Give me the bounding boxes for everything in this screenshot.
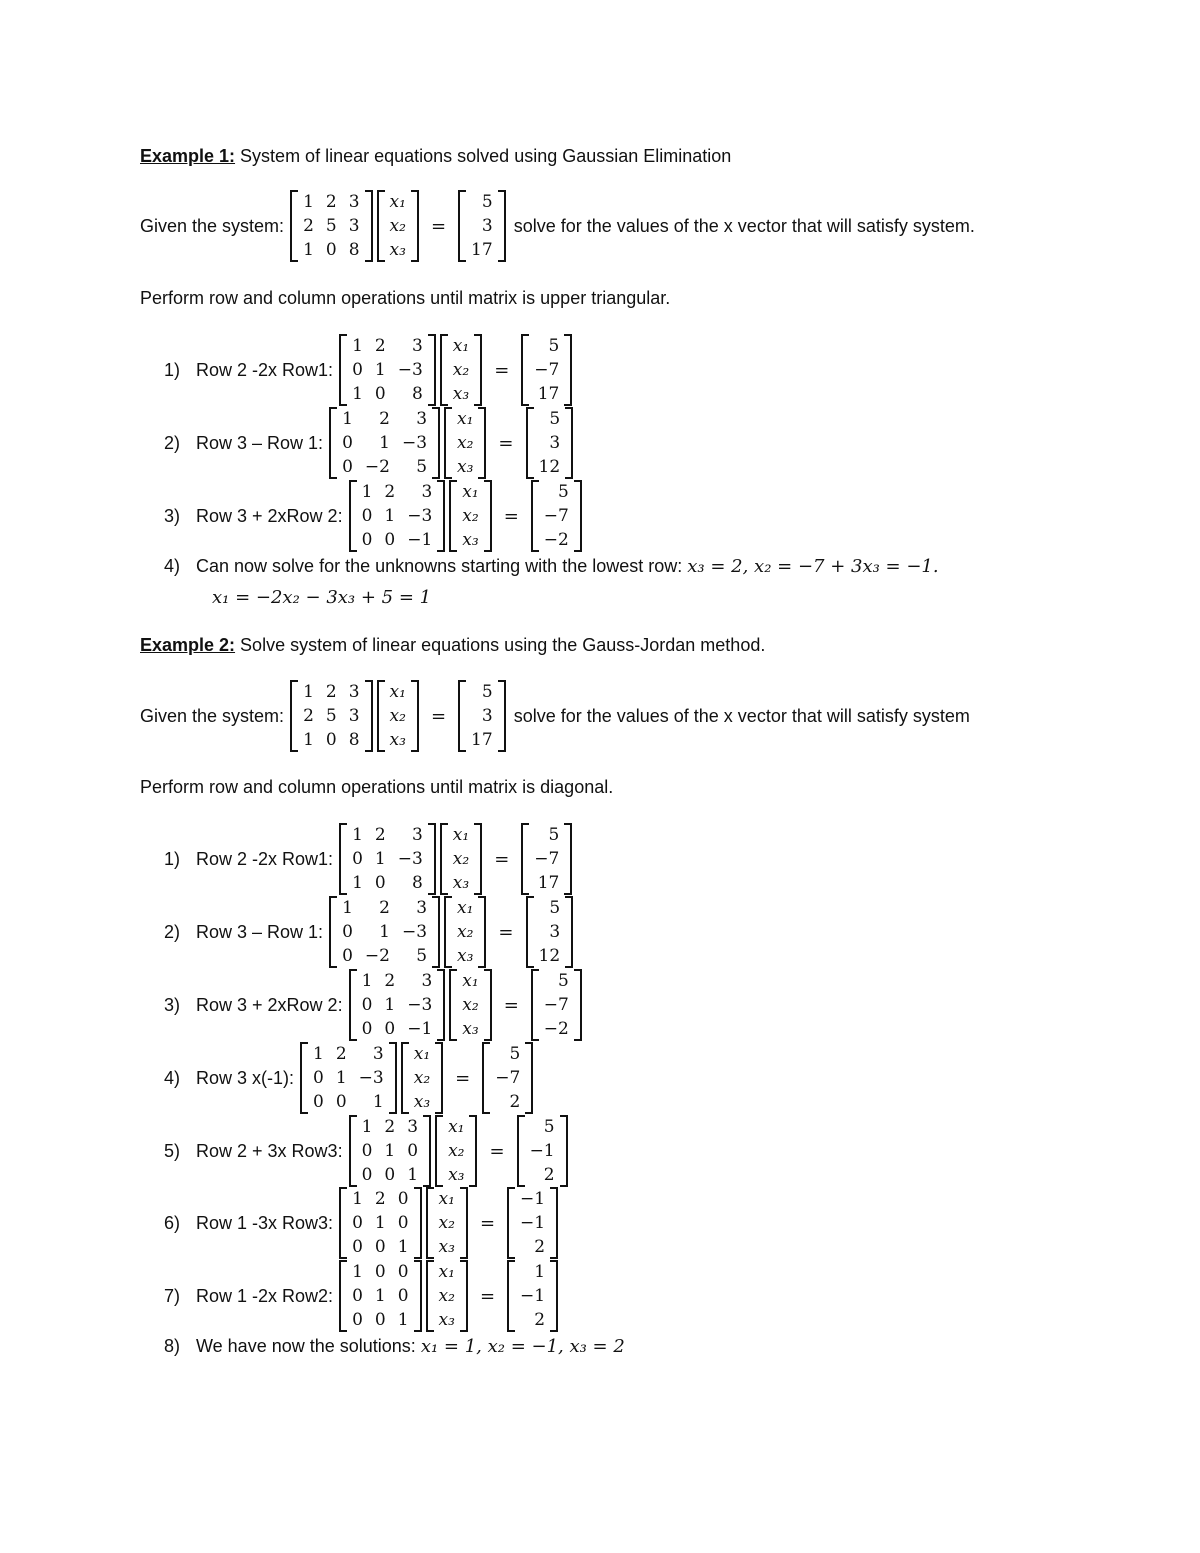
unknown-vector (440, 823, 482, 895)
matrix-cell: 0 (342, 457, 353, 477)
matrix-cell: 2 (379, 898, 390, 918)
step-number: 4) (163, 556, 180, 576)
matrix-cell: 2 (303, 216, 314, 236)
coefficient-matrix (349, 480, 446, 552)
matrix-cell: 3 (549, 922, 561, 942)
example2-step-5 (140, 1115, 570, 1187)
matrix-cell: 1 (384, 995, 396, 1015)
constant-vector (526, 407, 574, 479)
matrix-cell: 1 (313, 1044, 324, 1064)
matrix-cell: 5 (558, 971, 569, 991)
constant-vector (458, 190, 506, 262)
matrix-cell: 0 (361, 1165, 373, 1185)
matrix-cell: 1 (361, 482, 373, 502)
matrix-cell: x₂ (389, 216, 406, 236)
matrix-cell: 5 (325, 706, 337, 726)
matrix-cell: x₂ (389, 706, 406, 726)
example2-step-6 (140, 1187, 560, 1259)
matrix-cell: 5 (558, 482, 569, 502)
matrix-cell: 17 (471, 240, 493, 260)
example1-step-1 (140, 334, 574, 406)
example2-heading-text: Solve system of linear equations using the Gauss-Jordan method. (235, 635, 766, 655)
unknown-vector (426, 1260, 468, 1332)
matrix-cell: x₂ (457, 433, 474, 453)
matrix-cell: 1 (342, 409, 353, 429)
matrix-cell: 2 (384, 971, 396, 991)
matrix-cell: 3 (421, 482, 433, 502)
matrix-cell: 2 (374, 336, 386, 356)
unknown-vector (401, 1042, 443, 1114)
unknown-vector (435, 1115, 477, 1187)
matrix-cell: 3 (348, 682, 360, 702)
matrix-cell: 1 (335, 1068, 347, 1088)
matrix-cell: −3 (401, 922, 428, 942)
constant-vector (482, 1042, 533, 1114)
matrix-cell: −7 (534, 360, 560, 380)
matrix-cell: 12 (538, 457, 561, 477)
matrix-cell: 0 (335, 1092, 347, 1112)
matrix-cell: x₂ (438, 1286, 455, 1306)
coefficient-matrix (339, 1260, 421, 1332)
matrix-cell: 1 (384, 1141, 396, 1161)
matrix-cell: −1 (529, 1141, 555, 1161)
matrix-cell: 3 (411, 336, 423, 356)
matrix-cell: 3 (416, 409, 428, 429)
matrix-cell: x₁ (413, 1044, 431, 1064)
example1-instruction: Perform row and column operations until matrix is upper triangular. (140, 288, 671, 308)
matrix-cell: 2 (374, 825, 386, 845)
matrix-cell: x₁ (457, 409, 474, 429)
matrix-cell: 8 (411, 873, 423, 893)
equals-sign: = (479, 1285, 496, 1307)
step-number: 2) (163, 921, 180, 942)
matrix-cell: 5 (549, 409, 561, 429)
matrix-cell: 17 (471, 730, 493, 750)
matrix-cell: 5 (548, 336, 560, 356)
matrix-cell: −3 (358, 1068, 384, 1088)
matrix-cell: 2 (374, 1189, 386, 1209)
matrix-cell: 1 (384, 506, 396, 526)
matrix-cell: x₃ (452, 384, 470, 404)
matrix-cell: 2 (534, 1310, 546, 1330)
step-label: Row 1 -3x Row3: (196, 1212, 334, 1233)
matrix-cell: −3 (401, 433, 428, 453)
given-label: Given the system: (140, 215, 285, 236)
example1-step-4 (140, 556, 939, 577)
matrix-cell: 0 (361, 1019, 373, 1039)
matrix-cell: x₁ (448, 1117, 465, 1137)
matrix-cell: 0 (384, 1165, 396, 1185)
equals-sign: = (494, 848, 510, 870)
example1-step-2 (140, 407, 575, 479)
matrix-cell: −1 (520, 1189, 546, 1209)
matrix-cell: 1 (534, 1262, 546, 1282)
matrix-cell: x₁ (457, 898, 474, 918)
example1-given-system (140, 190, 975, 262)
matrix-cell: x₁ (438, 1262, 455, 1282)
matrix-cell: x₃ (462, 1019, 479, 1039)
matrix-cell: 8 (348, 730, 360, 750)
coefficient-matrix (329, 896, 440, 968)
example2-step-2 (140, 896, 575, 968)
matrix-cell: 5 (509, 1044, 521, 1064)
matrix-cell: 0 (342, 946, 353, 966)
matrix-cell: 0 (352, 849, 363, 869)
coefficient-matrix (329, 407, 440, 479)
unknown-vector (377, 680, 419, 752)
matrix-cell: x₃ (462, 530, 479, 550)
matrix-cell: 5 (416, 457, 428, 477)
matrix-cell: 0 (352, 1213, 363, 1233)
step-number: 3) (163, 505, 180, 526)
example2-instruction: Perform row and column operations until matrix is diagonal. (140, 777, 614, 797)
matrix-cell: 1 (379, 922, 390, 942)
matrix-cell: 3 (481, 706, 493, 726)
matrix-cell: 3 (348, 706, 360, 726)
equals-sign: = (455, 1067, 471, 1089)
example1-step-4-line2: x₁ = −2x₂ − 3x₃ + 5 = 1 (212, 587, 432, 608)
equals-sign: = (498, 921, 514, 943)
coefficient-matrix (300, 1042, 397, 1114)
example2-step-3 (140, 969, 584, 1041)
example2-heading (140, 635, 765, 656)
matrix-cell: x₁ (389, 192, 406, 212)
matrix-cell: 1 (352, 825, 363, 845)
matrix-cell: 1 (374, 1286, 386, 1306)
matrix-cell: 12 (538, 946, 561, 966)
matrix-cell: 5 (549, 898, 561, 918)
matrix-cell: 3 (348, 216, 360, 236)
equals-sign: = (494, 359, 510, 381)
matrix-cell: 1 (303, 682, 314, 702)
matrix-cell: 1 (397, 1237, 409, 1257)
matrix-cell: x₂ (438, 1213, 455, 1233)
matrix-cell: x₃ (413, 1092, 431, 1112)
matrix-cell: 1 (407, 1165, 419, 1185)
matrix-cell: x₁ (462, 971, 479, 991)
equals-sign: = (430, 215, 447, 237)
matrix-cell: 5 (416, 946, 428, 966)
example2-step-8 (140, 1336, 625, 1357)
matrix-cell: 0 (313, 1068, 324, 1088)
step-label: Row 3 x(-1): (196, 1067, 295, 1088)
coefficient-matrix (339, 1187, 421, 1259)
matrix-cell: 1 (303, 192, 314, 212)
step-number: 1) (163, 848, 180, 869)
matrix-cell: 3 (348, 192, 360, 212)
matrix-cell: 3 (421, 971, 433, 991)
matrix-cell: x₃ (457, 946, 474, 966)
matrix-cell: x₃ (389, 240, 406, 260)
matrix-cell: 2 (384, 482, 396, 502)
matrix-cell: 2 (335, 1044, 347, 1064)
matrix-cell: 0 (374, 1310, 386, 1330)
unknown-vector (440, 334, 482, 406)
matrix-cell: 1 (303, 240, 314, 260)
constant-vector (526, 896, 574, 968)
matrix-cell: 0 (352, 1237, 363, 1257)
matrix-cell: −3 (407, 995, 433, 1015)
step-label: Row 3 – Row 1: (196, 432, 324, 453)
matrix-cell: 17 (537, 384, 560, 404)
matrix-cell: 1 (374, 849, 386, 869)
matrix-cell: 5 (543, 1117, 555, 1137)
matrix-cell: x₃ (452, 873, 470, 893)
unknown-vector (444, 896, 486, 968)
matrix-cell: 0 (374, 1237, 386, 1257)
matrix-cell: 0 (397, 1189, 409, 1209)
matrix-cell: −1 (520, 1213, 546, 1233)
coefficient-matrix (290, 680, 372, 752)
matrix-cell: 5 (325, 216, 337, 236)
unknown-vector (426, 1187, 468, 1259)
step-number: 5) (163, 1140, 180, 1161)
step-label: Row 2 + 3x Row3: (196, 1140, 343, 1161)
step-label: Row 3 + 2xRow 2: (196, 505, 343, 526)
coefficient-matrix (349, 969, 446, 1041)
step-label: Row 3 – Row 1: (196, 921, 324, 942)
matrix-cell: −7 (543, 506, 569, 526)
matrix-cell: −7 (534, 849, 560, 869)
example2-given-system (140, 680, 970, 752)
matrix-cell: 0 (397, 1262, 409, 1282)
constant-vector (507, 1260, 558, 1332)
matrix-cell: x₃ (457, 457, 474, 477)
matrix-cell: x₁ (462, 482, 479, 502)
matrix-cell: 3 (549, 433, 561, 453)
matrix-cell: 5 (481, 682, 493, 702)
matrix-cell: 1 (397, 1310, 409, 1330)
example2-step-4 (140, 1042, 535, 1114)
matrix-cell: x₃ (389, 730, 406, 750)
matrix-cell: 0 (374, 384, 386, 404)
matrix-cell: 0 (361, 506, 373, 526)
step-number: 7) (163, 1285, 180, 1306)
matrix-cell: x₂ (462, 995, 479, 1015)
matrix-cell: −3 (397, 360, 423, 380)
step4-result: x₃ = 2, x₂ = −7 + 3x₃ = −1. (687, 556, 939, 577)
matrix-cell: 1 (303, 730, 314, 750)
matrix-cell: 3 (416, 898, 428, 918)
matrix-cell: 3 (407, 1117, 419, 1137)
matrix-cell: 3 (411, 825, 423, 845)
matrix-cell: −2 (364, 457, 390, 477)
step-label: We have now the solutions: (196, 1336, 416, 1356)
step-label: Row 2 -2x Row1: (196, 359, 334, 380)
matrix-cell: −2 (543, 530, 569, 550)
constant-vector (531, 480, 582, 552)
example1-step-3 (140, 480, 584, 552)
matrix-cell: x₂ (413, 1068, 431, 1088)
matrix-cell: 5 (548, 825, 560, 845)
matrix-cell: 0 (397, 1286, 409, 1306)
step-label: Row 1 -2x Row2: (196, 1285, 334, 1306)
matrix-cell: x₂ (448, 1141, 465, 1161)
coefficient-matrix (339, 823, 436, 895)
constant-vector (458, 680, 506, 752)
matrix-cell: 2 (384, 1117, 396, 1137)
matrix-cell: 1 (372, 1092, 384, 1112)
equals-sign: = (489, 1140, 505, 1162)
step-label: Row 3 + 2xRow 2: (196, 994, 343, 1015)
coefficient-matrix (339, 334, 436, 406)
matrix-cell: 1 (374, 360, 386, 380)
step-label: Can now solve for the unknowns starting with the lowest row: (196, 556, 683, 576)
matrix-cell: −2 (364, 946, 390, 966)
equals-sign: = (503, 505, 519, 527)
matrix-cell: 2 (379, 409, 390, 429)
matrix-cell: −3 (397, 849, 423, 869)
matrix-cell: x₁ (452, 825, 470, 845)
unknown-vector (449, 969, 491, 1041)
example2-step-7 (140, 1260, 560, 1332)
matrix-cell: x₂ (452, 360, 470, 380)
matrix-cell: 0 (342, 922, 353, 942)
matrix-cell: x₁ (389, 682, 406, 702)
example1-heading-label: Example 1: (140, 146, 236, 166)
unknown-vector (449, 480, 491, 552)
matrix-cell: −1 (407, 1019, 433, 1039)
constant-vector (521, 334, 572, 406)
matrix-cell: −7 (543, 995, 569, 1015)
matrix-cell: x₂ (462, 506, 479, 526)
step-number: 2) (163, 432, 180, 453)
unknown-vector (377, 190, 419, 262)
matrix-cell: x₃ (448, 1165, 465, 1185)
constant-vector (517, 1115, 568, 1187)
matrix-cell: 0 (374, 1262, 386, 1282)
matrix-cell: 0 (352, 1310, 363, 1330)
matrix-cell: 0 (325, 240, 337, 260)
matrix-cell: 3 (372, 1044, 384, 1064)
matrix-cell: −7 (495, 1068, 521, 1088)
matrix-cell: 5 (481, 192, 493, 212)
matrix-cell: 1 (361, 1117, 373, 1137)
matrix-cell: 17 (537, 873, 560, 893)
matrix-cell: x₁ (452, 336, 470, 356)
step-label: Row 2 -2x Row1: (196, 848, 334, 869)
matrix-cell: −3 (407, 506, 433, 526)
equals-sign: = (479, 1212, 496, 1234)
matrix-cell: 2 (303, 706, 314, 726)
step-number: 1) (163, 359, 180, 380)
matrix-cell: 1 (352, 384, 363, 404)
matrix-cell: 0 (352, 1286, 363, 1306)
matrix-cell: 2 (543, 1165, 555, 1185)
constant-vector (507, 1187, 558, 1259)
matrix-cell: 1 (352, 1262, 363, 1282)
matrix-cell: 3 (481, 216, 493, 236)
example2-heading-label: Example 2: (140, 635, 236, 655)
matrix-cell: −1 (407, 530, 433, 550)
matrix-cell: 1 (361, 971, 373, 991)
given-suffix: solve for the values of the x vector that will satisfy system. (513, 215, 975, 236)
matrix-cell: 1 (379, 433, 390, 453)
example2-step-1 (140, 823, 574, 895)
step-number: 3) (163, 994, 180, 1015)
matrix-cell: 0 (352, 360, 363, 380)
matrix-cell: 0 (361, 530, 373, 550)
given-suffix: solve for the values of the x vector that will satisfy system (513, 705, 970, 726)
matrix-cell: 0 (384, 1019, 396, 1039)
matrix-cell: 0 (361, 1141, 373, 1161)
matrix-cell: 1 (374, 1213, 386, 1233)
given-label: Given the system: (140, 705, 285, 726)
matrix-cell: x₂ (452, 849, 470, 869)
matrix-cell: x₃ (438, 1310, 455, 1330)
matrix-cell: 0 (407, 1141, 419, 1161)
equals-sign: = (430, 705, 447, 727)
equals-sign: = (503, 994, 519, 1016)
matrix-cell: x₁ (438, 1189, 455, 1209)
step-number: 8) (163, 1336, 180, 1356)
coefficient-matrix (349, 1115, 431, 1187)
matrix-cell: 8 (411, 384, 423, 404)
example1-heading-text: System of linear equations solved using Gaussian Elimination (235, 146, 732, 166)
matrix-cell: 0 (313, 1092, 324, 1112)
matrix-cell: 2 (325, 682, 337, 702)
matrix-cell: 1 (352, 336, 363, 356)
step8-result: x₁ = 1, x₂ = −1, x₃ = 2 (420, 1336, 625, 1357)
matrix-cell: 0 (384, 530, 396, 550)
matrix-cell: 0 (342, 433, 353, 453)
coefficient-matrix (290, 190, 372, 262)
matrix-cell: 2 (325, 192, 337, 212)
unknown-vector (444, 407, 486, 479)
step-number: 4) (163, 1067, 180, 1088)
constant-vector (521, 823, 572, 895)
matrix-cell: 0 (374, 873, 386, 893)
matrix-cell: x₃ (438, 1237, 455, 1257)
matrix-cell: 1 (342, 898, 353, 918)
matrix-cell: 2 (534, 1237, 546, 1257)
matrix-cell: 8 (348, 240, 360, 260)
step-number: 6) (163, 1212, 180, 1233)
example1-heading (140, 146, 731, 167)
matrix-cell: 0 (361, 995, 373, 1015)
matrix-cell: 1 (352, 1189, 363, 1209)
matrix-cell: −2 (543, 1019, 569, 1039)
constant-vector (531, 969, 582, 1041)
matrix-cell: 2 (509, 1092, 521, 1112)
matrix-cell: 1 (352, 873, 363, 893)
matrix-cell: 0 (397, 1213, 409, 1233)
equals-sign: = (498, 432, 514, 454)
matrix-cell: 0 (325, 730, 337, 750)
matrix-cell: x₂ (457, 922, 474, 942)
matrix-cell: −1 (520, 1286, 546, 1306)
